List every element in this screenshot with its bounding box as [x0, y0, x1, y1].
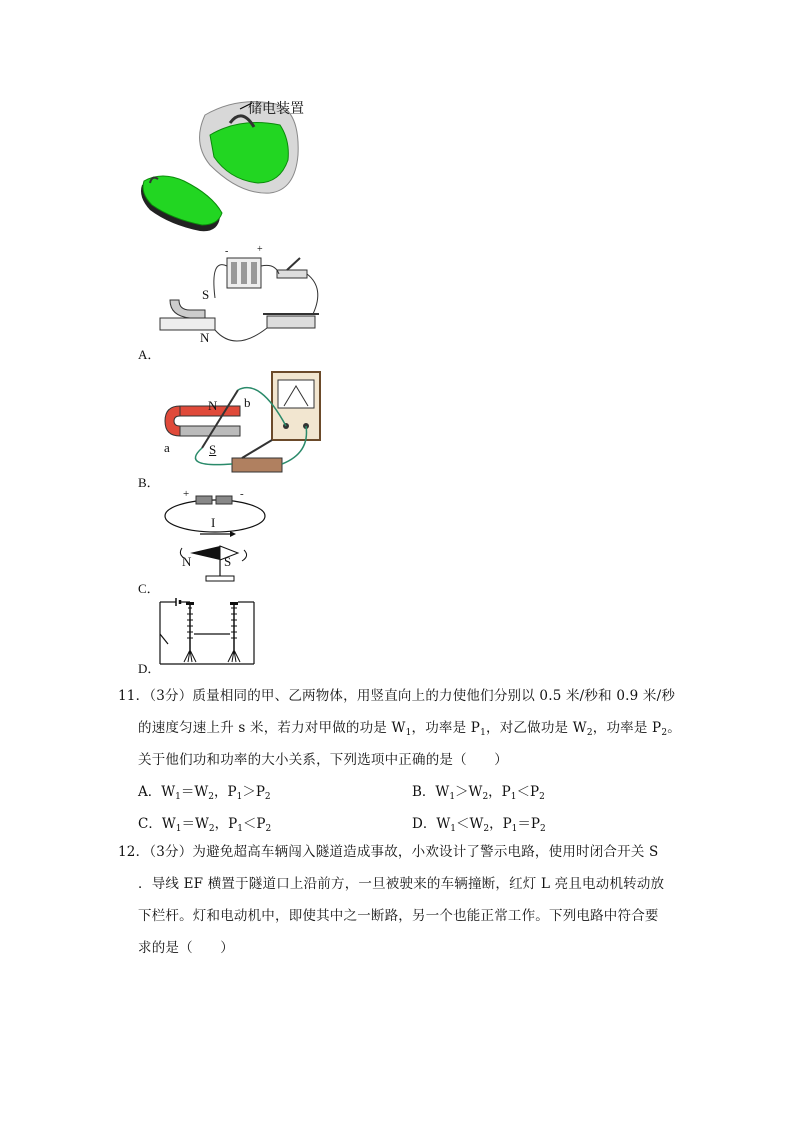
q11-choice-d[interactable]: D．$W_1<W_2$，$P_1=P_2$ [412, 816, 546, 834]
q12-line3: 下栏杆。灯和电动机中，即使其中之一断路，另一个也能正常工作。下列电路中符合要 [138, 908, 659, 924]
q11-score: （3分） [149, 688, 193, 704]
q12-text-1: 为避免超高车辆闯入隧道造成事故，小欢设计了警示电路，使用时闭合开关 S [192, 844, 659, 860]
q11-line3: 关于他们功和功率的大小关系，下列选项中正确的是（ ） [138, 752, 508, 768]
option-c-n-pole: N [182, 554, 192, 569]
option-c-minus: - [240, 488, 244, 500]
option-b-label-a: a [164, 440, 170, 455]
option-a-letter[interactable]: A． [138, 347, 161, 362]
q12-line4: 求的是（ ） [138, 940, 234, 956]
q11-choice-a[interactable]: A．$W_1=W_2$，$P_1>P_2$ [138, 784, 271, 802]
option-b-label-b: b [244, 395, 251, 410]
option-a-n-pole: N [200, 330, 210, 345]
option-a-figure [155, 248, 335, 353]
q11-choice-b[interactable]: B．$W_1>W_2$，$P_1<P_2$ [412, 784, 545, 802]
option-c-current-label: I [211, 515, 216, 530]
q11-line1 [118, 680, 675, 712]
q11-line2: 的速度匀速上升 s 米，若力对甲做的功是 $W_1$，功率是 $P_1$，对乙做功是 $W_2$，功率是 $P_2$。 [138, 720, 681, 738]
option-c-s-pole: S [224, 554, 232, 569]
option-b-n-pole: N [208, 398, 218, 413]
option-a-plus: + [257, 244, 263, 255]
storage-device-label: 储电装置 [248, 101, 304, 117]
option-a-minus: - [225, 246, 229, 257]
q12-number: 12． [118, 844, 150, 860]
option-c-figure [160, 488, 270, 588]
q12-line2: ．导线 EF 横置于隧道口上沿前方，一旦被驶来的车辆撞断，红灯 L 亮且电动机转动放 [138, 876, 665, 892]
q12-score: （3分） [149, 844, 193, 860]
option-b-s-pole: S [209, 442, 217, 457]
q12-line1 [118, 836, 658, 868]
q11-text-1: 质量相同的甲、乙两物体，用竖直向上的力使他们分别以 0.5 米/秒和 0.9 米/秒 [192, 688, 676, 704]
q11-choice-c[interactable]: C．$W_1=W_2$，$P_1<P_2$ [138, 816, 272, 834]
option-c-plus: + [183, 488, 190, 500]
q11-number: 11． [118, 688, 150, 704]
option-d-letter[interactable]: D． [138, 661, 161, 676]
option-d-figure [158, 598, 258, 668]
option-c-letter[interactable]: C． [138, 581, 160, 596]
option-b-figure [160, 368, 340, 480]
option-b-letter[interactable]: B． [138, 475, 160, 490]
option-a-s-pole: S [202, 287, 210, 302]
